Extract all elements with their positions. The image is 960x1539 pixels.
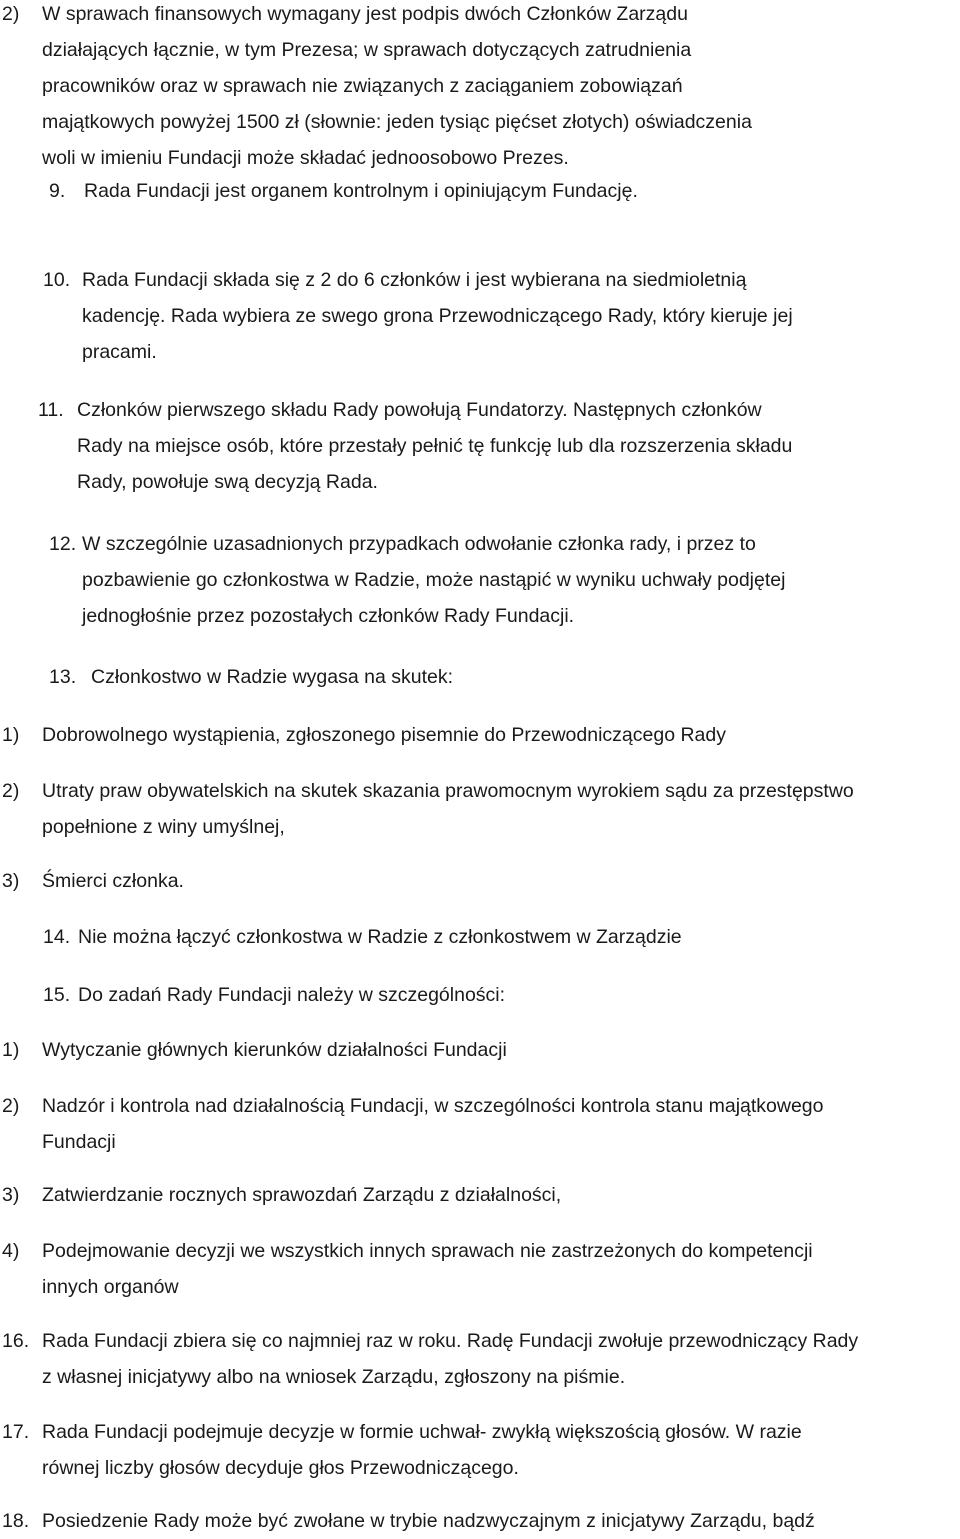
item-number: 1) bbox=[2, 724, 20, 746]
item-number: 17. bbox=[2, 1421, 30, 1443]
item-number: 15. bbox=[43, 984, 71, 1006]
text-line: Śmierci członka. bbox=[42, 870, 184, 892]
text-line: równej liczby głosów decyduje głos Przewodniczącego. bbox=[42, 1457, 519, 1479]
text-line: woli w imieniu Fundacji może składać jednoosobowo Prezes. bbox=[42, 147, 569, 169]
text-line: pracami. bbox=[82, 341, 157, 363]
text-line: Nadzór i kontrola nad działalnością Fundacji, w szczególności kontrola stanu majątkowego bbox=[42, 1095, 824, 1117]
text-line: z własnej inicjatywy albo na wniosek Zarządu, zgłoszony na piśmie. bbox=[42, 1366, 626, 1388]
text-line: popełnione z winy umyślnej, bbox=[42, 816, 285, 838]
item-number: 13. bbox=[49, 666, 77, 688]
text-line: kadencję. Rada wybiera ze swego grona Przewodniczącego Rady, który kieruje jej bbox=[82, 305, 793, 327]
item-number: 2) bbox=[2, 1095, 20, 1117]
item-number: 9. bbox=[49, 180, 66, 202]
item-number: 18. bbox=[2, 1510, 30, 1532]
text-line: Do zadań Rady Fundacji należy w szczególności: bbox=[78, 984, 506, 1006]
item-number: 16. bbox=[2, 1330, 30, 1352]
text-line: Rada Fundacji jest organem kontrolnym i opiniującym Fundację. bbox=[84, 180, 638, 202]
text-line: Rada Fundacji składa się z 2 do 6 członków i jest wybierana na siedmioletnią bbox=[82, 269, 747, 291]
text-line: pozbawienie go członkostwa w Radzie, może nastąpić w wyniku uchwały podjętej bbox=[82, 569, 786, 591]
item-number: 2) bbox=[2, 3, 20, 25]
item-number: 3) bbox=[2, 1184, 20, 1206]
text-line: Fundacji bbox=[42, 1131, 116, 1153]
text-line: Podejmowanie decyzji we wszystkich innych sprawach nie zastrzeżonych do kompetencji bbox=[42, 1240, 813, 1262]
text-line: jednogłośnie przez pozostałych członków Rady Fundacji. bbox=[82, 605, 575, 627]
item-text bbox=[82, 262, 960, 370]
item-text bbox=[78, 977, 960, 1013]
item-text bbox=[78, 919, 960, 955]
item-number: 14. bbox=[43, 926, 71, 948]
text-line: Posiedzenie Rady może być zwołane w trybie nadzwyczajnym z inicjatywy Zarządu, bądź bbox=[42, 1510, 815, 1532]
text-line: pracowników oraz w sprawach nie związanych z zaciąganiem zobowiązań bbox=[42, 75, 683, 97]
text-line: Członkostwo w Radzie wygasa na skutek: bbox=[91, 666, 453, 688]
text-line: Dobrowolnego wystąpienia, zgłoszonego pisemnie do Przewodniczącego Rady bbox=[42, 724, 726, 746]
text-line: Rady na miejsce osób, które przestały pełnić tę funkcję lub dla rozszerzenia składu bbox=[77, 435, 793, 457]
item-number: 4) bbox=[2, 1240, 20, 1262]
item-text bbox=[42, 863, 960, 899]
text-line: Rada Fundacji zbiera się co najmniej raz w roku. Radę Fundacji zwołuje przewodniczący Rady bbox=[42, 1330, 859, 1352]
item-text bbox=[77, 392, 960, 500]
item-text bbox=[42, 1503, 960, 1539]
item-text bbox=[42, 1177, 960, 1213]
item-text bbox=[82, 526, 960, 634]
item-text bbox=[42, 1414, 960, 1486]
item-text bbox=[42, 0, 960, 176]
text-line: Członków pierwszego składu Rady powołują Fundatorzy. Następnych członków bbox=[77, 399, 762, 421]
text-line: Zatwierdzanie rocznych sprawozdań Zarządu z działalności, bbox=[42, 1184, 562, 1206]
item-text bbox=[42, 773, 960, 845]
item-number: 11. bbox=[38, 399, 64, 421]
text-line: Rada Fundacji podejmuje decyzje w formie uchwał- zwykłą większością głosów. W razie bbox=[42, 1421, 802, 1443]
item-text bbox=[42, 1032, 960, 1068]
text-line: działających łącznie, w tym Prezesa; w sprawach dotyczących zatrudnienia bbox=[42, 39, 692, 61]
item-text bbox=[91, 659, 960, 695]
item-text bbox=[42, 1088, 960, 1160]
text-line: Nie można łączyć członkostwa w Radzie z członkostwem w Zarządzie bbox=[78, 926, 682, 948]
item-text bbox=[42, 717, 960, 753]
item-number: 2) bbox=[2, 780, 20, 802]
item-number: 10. bbox=[43, 269, 71, 291]
text-line: innych organów bbox=[42, 1276, 179, 1298]
text-line: W szczególnie uzasadnionych przypadkach odwołanie członka rady, i przez to bbox=[82, 533, 756, 555]
text-line: Utraty praw obywatelskich na skutek skazania prawomocnym wyrokiem sądu za przestępstwo bbox=[42, 780, 854, 802]
text-line: Wytyczanie głównych kierunków działalności Fundacji bbox=[42, 1039, 507, 1061]
item-text bbox=[84, 173, 960, 209]
text-line: majątkowych powyżej 1500 zł (słownie: jeden tysiąc pięćset złotych) oświadczenia bbox=[42, 111, 752, 133]
item-number: 3) bbox=[2, 870, 20, 892]
item-text bbox=[42, 1323, 960, 1395]
text-line: Rady, powołuje swą decyzją Rada. bbox=[77, 471, 378, 493]
item-number: 12. bbox=[49, 533, 77, 555]
text-line: W sprawach finansowych wymagany jest podpis dwóch Członków Zarządu bbox=[42, 3, 688, 25]
item-number: 1) bbox=[2, 1039, 20, 1061]
item-text bbox=[42, 1233, 960, 1305]
